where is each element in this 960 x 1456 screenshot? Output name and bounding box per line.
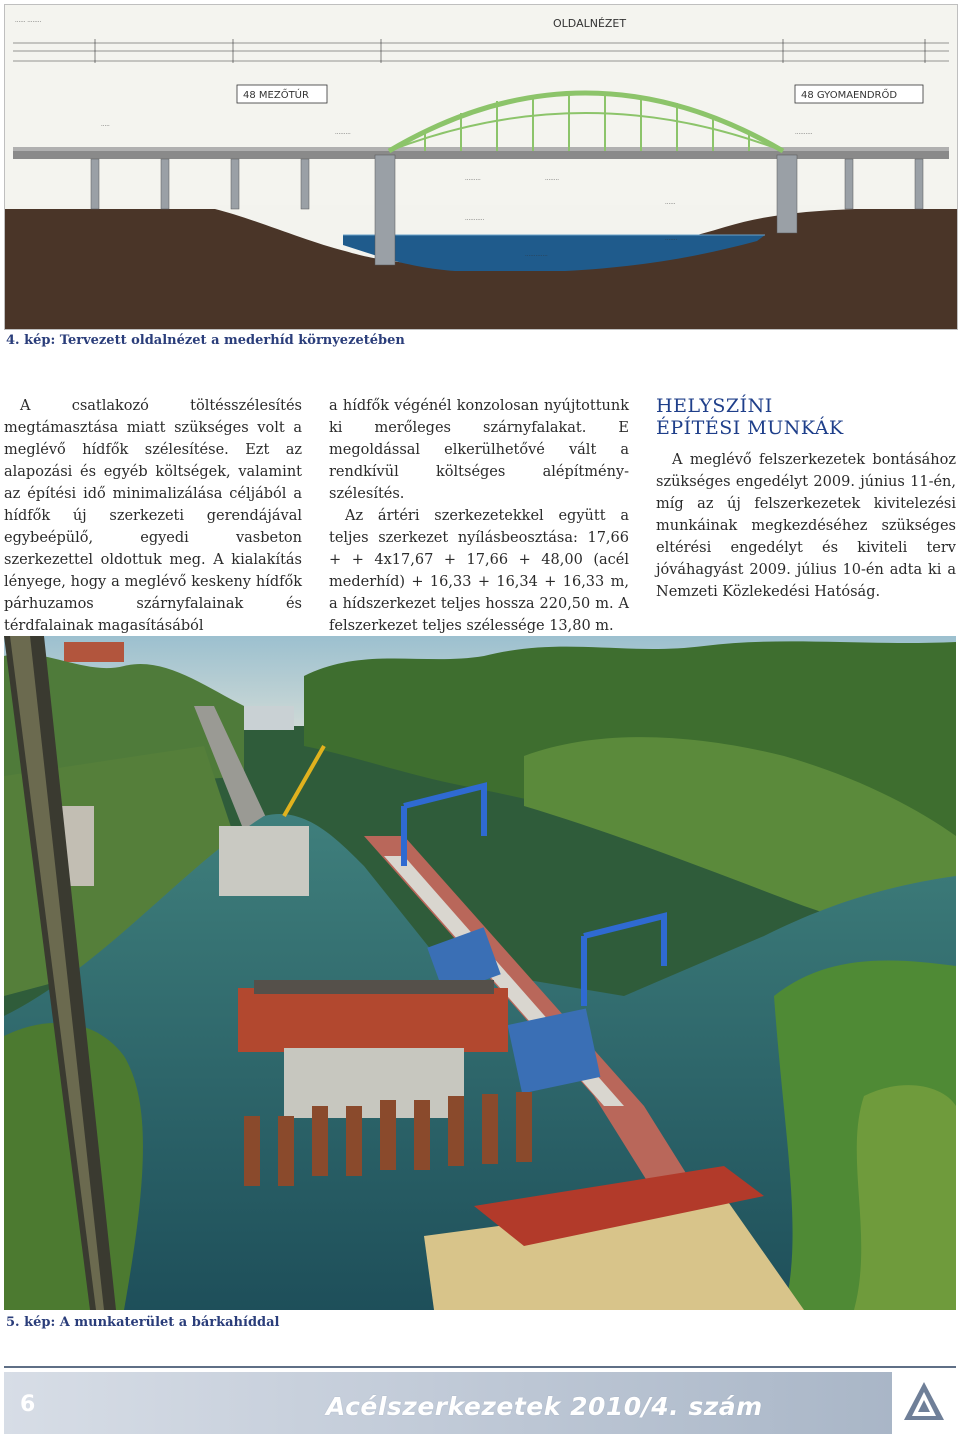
svg-text:········: ········ — [545, 177, 559, 183]
construction-photo-svg — [4, 636, 956, 1310]
drawing-note: ······ ········ — [15, 19, 42, 25]
section-heading-line-1: HELYSZÍNI — [656, 395, 773, 417]
sign-right — [795, 85, 923, 103]
page-number: 6 — [20, 1392, 36, 1417]
figure5-caption: 5. kép: A munkaterület a bárkahíddal — [6, 1315, 280, 1330]
drawing-title: OLDALNÉZET — [553, 17, 627, 30]
elevation-drawing — [4, 4, 958, 330]
text-column-1 — [4, 395, 302, 637]
svg-text:·········: ········· — [335, 131, 351, 137]
column1-paragraph: A csatlakozó töltésszélesítés megtámasztása miatt szükséges volt a meglévő hídfők szélesítése. Ezt az alapozási és egyéb költségek, valamint az építési idő minimalizálása céljából a hídfők új szerkezeti gerendájával egybeépülő, egyedi vasbeton szerkezettel oldottuk meg. A kialakítás lényege, hogy a meglévő keskeny hídfők párhuzamos szárnyfalainak és térdfalainak magasításából — [4, 398, 302, 634]
journal-title: Acélszerkezetek 2010/4. szám — [326, 1392, 763, 1421]
construction-photo — [4, 636, 956, 1310]
svg-text:·······: ······· — [665, 237, 678, 243]
svg-text:······: ······ — [665, 201, 676, 207]
footer-band — [4, 1372, 892, 1434]
text-column-3 — [656, 395, 956, 603]
svg-text:··········: ·········· — [795, 131, 813, 137]
bridge-deck — [13, 151, 949, 159]
column2-paragraph-1: a hídfők végénél konzolosan nyújtottunk ki merőleges szárnyfalakat. E megoldással elkerülhetővé vált a rendkívül költséges alépítmény-szélesítés. — [329, 398, 629, 502]
sign-right-label: 48 GYOMAENDRŐD — [801, 90, 898, 101]
column3-paragraph: A meglévő felszerkezetek bontásához szükséges engedélyt 2009. június 11-én, míg az új felszerkezetek kivitelezési munkáinak megkezdéséhez szükséges eltérési engedélyt és kiviteli terv jóváhagyást 2009. július 10-én adta ki a Nemzeti Közlekedési Hatóság. — [656, 452, 956, 600]
svg-text:·············: ············· — [525, 253, 548, 259]
text-column-2 — [329, 395, 629, 637]
svg-text:···········: ··········· — [465, 217, 485, 223]
page-footer — [0, 1366, 960, 1444]
elevation-drawing-svg — [5, 5, 957, 329]
svg-text:·········: ········· — [465, 177, 481, 183]
section-heading — [656, 395, 956, 439]
svg-text:·····: ····· — [101, 123, 110, 129]
sign-left-label: 48 MEZŐTÚR — [243, 90, 309, 101]
column2-paragraph-2: Az ártéri szerkezetekkel együtt a teljes szerkezet nyílásbeosztása: 17,66 + + 4x17,67 + 17,66 + 48,00 (acél mederhíd) + 16,33 + 16,34 + 16,33 m, a hídszerkezet teljes hossza 220,50 m. A felszerkezet teljes szélessége 13,80 m. — [329, 508, 629, 634]
section-heading-line-2: ÉPÍTÉSI MUNKÁK — [656, 417, 844, 439]
figure4-caption: 4. kép: Tervezett oldalnézet a mederhíd környezetében — [6, 333, 405, 348]
footer-rule — [4, 1366, 956, 1368]
publisher-logo-icon — [902, 1380, 946, 1424]
sign-left — [237, 85, 327, 103]
